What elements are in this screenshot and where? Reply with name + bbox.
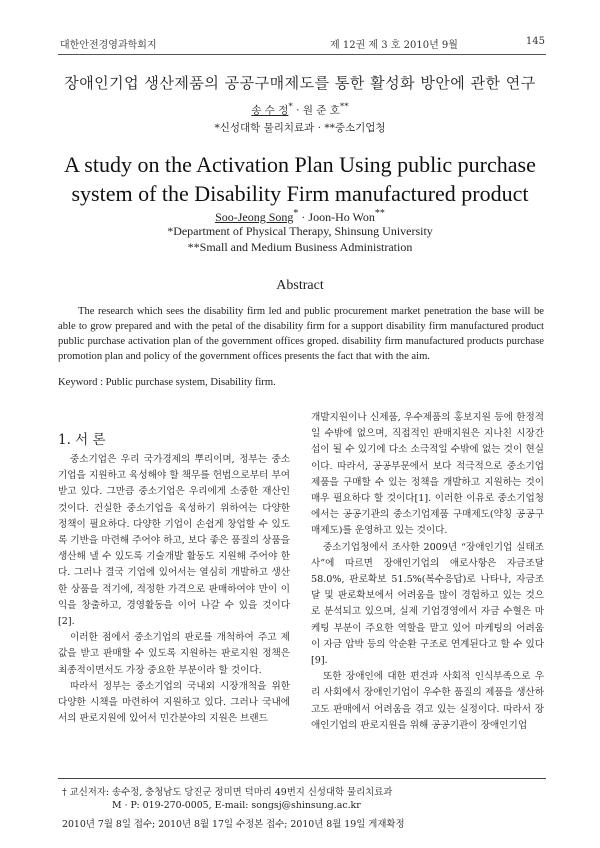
korean-affiliation: *신성대학 물리치료과 · **중소기업청 [214, 122, 386, 134]
right-column [311, 410, 544, 734]
korean-title: 장애인기업 생산제품의 공공구매제도를 통한 활성화 방안에 관한 연구 [64, 74, 536, 92]
abstract-heading: Abstract [276, 278, 324, 293]
korean-authors [40, 102, 560, 118]
english-affiliation-2: **Small and Medium Business Administration [187, 240, 413, 254]
footnote-corresponding-author: † 교신저자: 송수정, 충청남도 당진군 정미면 덕마리 49번지 신성대학 물리치료과 [62, 787, 393, 798]
english-author-separator: · [298, 210, 309, 224]
keywords: Keyword : Public purchase system, Disability firm. [58, 377, 276, 388]
english-affiliation-1: *Department of Physical Therapy, Shinsung University [167, 224, 433, 238]
paragraph: 중소기업청에서 조사한 2009년 “장애인기업 실태조사”에 따르면 장애인기업의 애로사항은 자금조달 58.0%, 판로확보 51.5%(복수응답)로 나타나, 자금조달 및 판로확보에서 어려움을 많이 경험하고 있는 것으로 분석되고 있으며, 실제 기업경영에서 자금 수혈은 마케팅 부분이 주요한 역할을 맡고 있어 마케팅의 어려움이 자금 압박 등의 악순환 구조로 연계된다고 할 수 있다[9]. [311, 541, 544, 667]
english-author-2: Joon-Ho Won [308, 210, 375, 224]
header-divider [58, 54, 546, 55]
footnote-dates: 2010년 7월 8일 접수; 2010년 8월 17일 수정본 접수; 2010년 8월 19일 게재확정 [62, 819, 405, 830]
english-author-1-mark: * [293, 208, 299, 219]
page-number: 145 [525, 36, 545, 47]
korean-author-1-mark: * [288, 102, 293, 112]
english-author-1: Soo-Jeong Song [215, 210, 294, 224]
footnote-contact: M · P: 019-270-0005, E-mail: songsj@shinsung.ac.kr [112, 800, 361, 811]
left-column [58, 452, 290, 727]
korean-author-2: 원 준 호 [302, 104, 340, 117]
korean-author-separator: · [292, 104, 303, 117]
paragraph: 중소기업은 우리 국가경제의 뿌리이며, 정부는 중소기업을 지원하고 육성해야 할 책무를 헌법으로부터 부여받고 있다. 그만큼 중소기업은 우리에게 소중한 재산인 것이다. 건실한 중소기업을 육성하기 위하여는 다양한 정책이 필요하다. 다양한 기업이 손쉽게 창업할 수 있도록 기반을 마련해 주어야 하고, 보다 좋은 품질의 상품을 생산해 낼 수 있도록 기술개발 활동도 지원해 주어야 한다. 그러나 결국 기업에 있어서는 열심히 개발하고 생산한 상품을 적기에, 적정한 가격으로 판매하여야 만이 이익을 창출하고, 경영활동을 이어 나갈 수 있을 것이다[2]. [58, 454, 290, 628]
abstract-text: The research which sees the disability firm led and public procurement market penetration the base will be able to grow prepared and with the petal of the disability firm for a support disability firm manufactured product public purchase activation plan of the government offices groped. disability firm manufactured products purchase promotion plan and policy of the government offices presents the fact that with the aim. [58, 306, 544, 362]
english-authors [40, 208, 560, 225]
korean-author-2-mark: ** [339, 102, 349, 112]
paragraph: 따라서 정부는 중소기업의 국내외 시장개척을 위한 다양한 시책을 마련하여 지원하고 있다. 그러나 국내에서의 판로지원에 있어서 민간분야의 지원은 브랜드 [58, 680, 290, 725]
footnote-divider [58, 778, 546, 779]
paragraph: 이러한 점에서 중소기업의 판로를 개척하여 주고 제값을 받고 판매할 수 있도록 지원하는 판로지원 정책은 최종적이면서도 가장 중요한 부분이라 할 것이다. [58, 632, 290, 676]
english-author-2-mark: ** [374, 208, 385, 219]
issue-info: 제 12권 제 3 호 2010년 9월 [330, 40, 458, 51]
paragraph: 개발지원이나 신제품, 우수제품의 홍보지원 등에 한정적일 수밖에 없으며, 직접적인 판매지원은 지나친 시장간섭이 될 수 있기에 다소 소극적일 수밖에 없는 것이 현실이다. 따라서, 공공부문에서 보다 적극적으로 중소기업제품을 구매할 수 있는 정책을 개발하고 지원하는 것이 매우 필요하다 할 것이다[1]. 이러한 이유로 중소기업청에서는 공공기관의 중소기업제품 구매제도(약칭 공공구매제도)를 운영하고 있는 것이다. [311, 412, 544, 537]
english-title-line-1: A study on the Activation Plan Using public purchase [64, 152, 536, 177]
journal-name: 대한안전경영과학회지 [60, 40, 157, 51]
english-title [40, 150, 560, 208]
paragraph: 또한 장애인에 대한 편견과 사회적 인식부족으로 우리 사회에서 장애인기업이 우수한 품질의 제품을 생산하고도 판매에서 어려움을 겪고 있는 실정이다. 따라서 장애인기업의 판로지원을 위해 공공기관이 장애인기업 [311, 671, 544, 731]
english-title-line-2: system of the Disability Firm manufactured product [71, 181, 529, 206]
section-heading: 1. 서 론 [58, 432, 106, 448]
korean-author-1: 송 수 정 [251, 104, 289, 117]
